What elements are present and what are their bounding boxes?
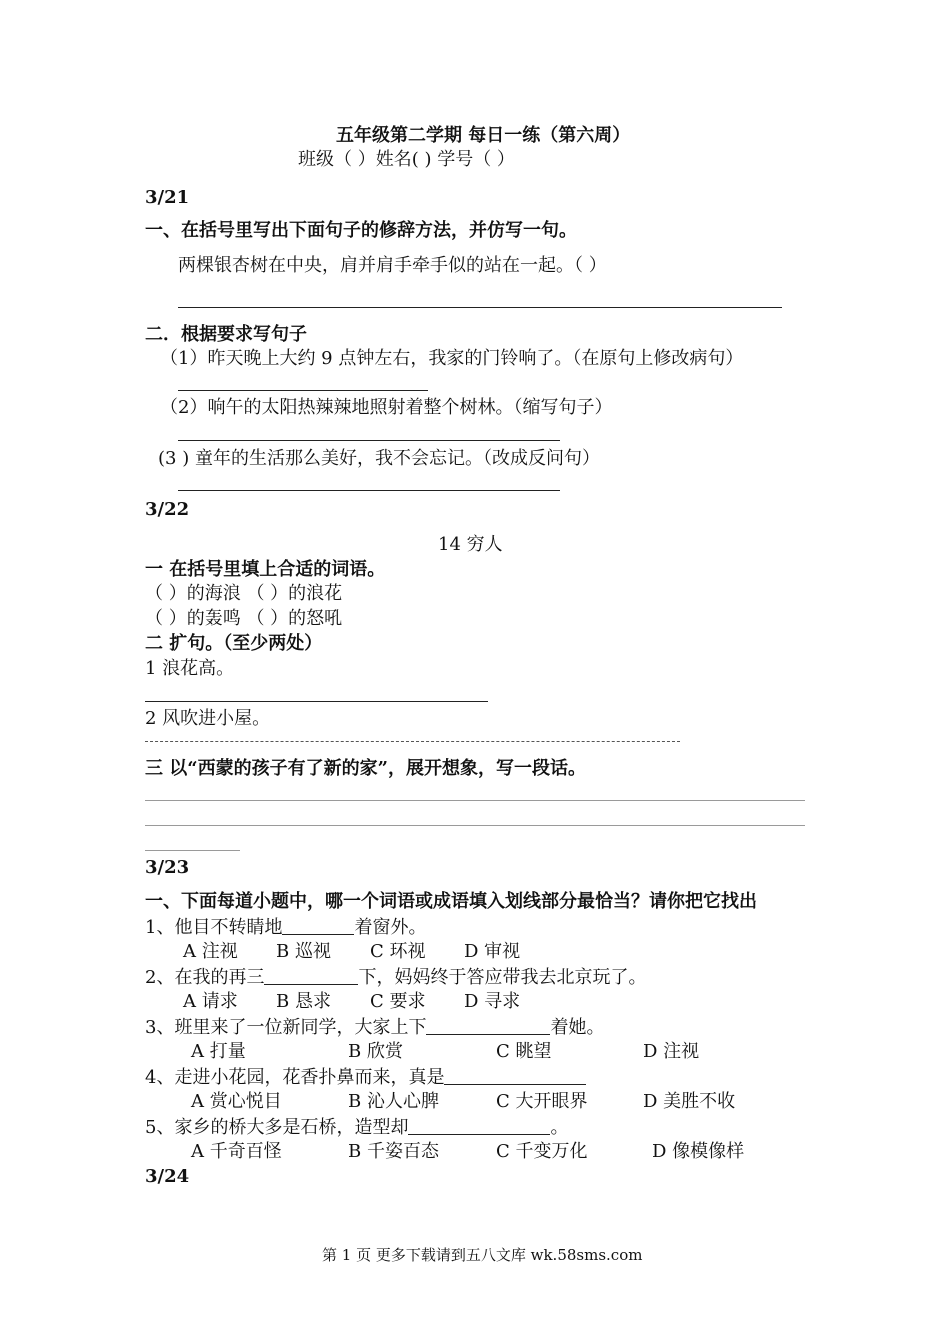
page-title: 五年级第二学期 每日一练（第六周） <box>336 125 631 146</box>
choice-option[interactable]: B 恳求 <box>276 991 331 1012</box>
date-3-21: 3/21 <box>145 187 190 208</box>
choice-option[interactable]: B 欣赏 <box>348 1041 403 1062</box>
choice-question-4: 4、走进小花园，花香扑鼻而来，真是 <box>145 1068 586 1087</box>
section-expand-heading: 二 扩句。（至少两处） <box>145 633 323 654</box>
answer-line[interactable] <box>145 701 488 702</box>
answer-line[interactable] <box>178 390 428 391</box>
choice-question-2: 2、在我的再三 下，妈妈终于答应带我去北京玩了。 <box>145 967 647 988</box>
writing-line[interactable] <box>145 825 805 826</box>
expand-item-2: 2 风吹进小屋。 <box>145 708 271 729</box>
date-3-24: 3/24 <box>145 1166 190 1187</box>
student-info-line: 班级（ ）姓名( ) 学号（ ） <box>298 149 515 170</box>
choice-option[interactable]: C 要求 <box>370 991 426 1012</box>
sentence-item-2: （2）响午的太阳热辣辣地照射着整个树林。（缩写句子） <box>160 397 613 418</box>
fill-blank[interactable] <box>426 1018 550 1035</box>
section-rhetoric-heading: 一、在括号里写出下面句子的修辞方法，并仿写一句。 <box>145 220 577 241</box>
choice-option[interactable]: D 像模像样 <box>652 1141 745 1162</box>
rhetoric-sentence: 两棵银杏树在中央，肩并肩手牵手似的站在一起。（ ） <box>178 255 607 276</box>
choice-option[interactable]: C 眺望 <box>496 1041 552 1062</box>
section-fill-words-heading: 一 在括号里填上合适的词语。 <box>145 559 386 580</box>
expand-item-1: 1 浪花高。 <box>145 658 235 679</box>
choice-option[interactable]: A 打量 <box>191 1041 246 1062</box>
writing-line[interactable] <box>145 800 805 801</box>
choice-option[interactable]: A 请求 <box>183 991 238 1012</box>
choice-option[interactable]: B 千姿百态 <box>348 1141 439 1162</box>
lesson-title: 14 穷人 <box>438 534 503 555</box>
choice-option[interactable]: D 审视 <box>464 941 521 962</box>
answer-line[interactable] <box>178 307 782 308</box>
date-3-23: 3/23 <box>145 857 190 878</box>
choice-option[interactable]: C 环视 <box>370 941 426 962</box>
section-sentences-heading: 二．根据要求写句子 <box>145 324 307 345</box>
sentence-item-3: (3 ) 童年的生活那么美好，我不会忘记。（改成反问句） <box>158 448 600 469</box>
choice-option[interactable]: C 大开眼界 <box>496 1091 588 1112</box>
fill-blank[interactable] <box>264 968 358 985</box>
fill-words-row-2: （ ）的轰鸣 （ ）的怒吼 <box>145 608 343 629</box>
choice-option[interactable]: D 注视 <box>643 1041 700 1062</box>
section-writing-heading: 三 以“西蒙的孩子有了新的家”，展开想象，写一段话。 <box>145 758 586 779</box>
section-choice-heading: 一、下面每道小题中，哪一个词语或成语填入划线部分最恰当？请你把它找出 <box>145 891 757 912</box>
choice-option[interactable]: B 沁人心脾 <box>348 1091 439 1112</box>
choice-question-3: 3、班里来了一位新同学，大家上下 着她。 <box>145 1017 605 1038</box>
answer-line[interactable] <box>178 440 560 441</box>
answer-line[interactable] <box>178 490 560 491</box>
choice-option[interactable]: A 赏心悦目 <box>191 1091 282 1112</box>
page-footer: 第 1 页 更多下载请到五八文库 wk.58sms.com <box>322 1246 643 1264</box>
date-3-22: 3/22 <box>145 499 190 520</box>
choice-option[interactable]: C 千变万化 <box>496 1141 588 1162</box>
choice-option[interactable]: D 美胜不收 <box>643 1091 736 1112</box>
fill-blank[interactable] <box>282 918 354 935</box>
choice-question-5: 5、家乡的桥大多是石桥，造型却 。 <box>145 1117 569 1138</box>
choice-option[interactable]: D 寻求 <box>464 991 521 1012</box>
choice-option[interactable]: A 千奇百怪 <box>191 1141 282 1162</box>
answer-line[interactable] <box>145 741 680 742</box>
fill-words-row-1: （ ）的海浪 （ ）的浪花 <box>145 583 343 604</box>
fill-blank[interactable] <box>408 1118 550 1135</box>
choice-question-1: 1、他目不转睛地 着窗外。 <box>145 917 427 938</box>
choice-option[interactable]: A 注视 <box>183 941 238 962</box>
fill-blank[interactable] <box>444 1068 586 1085</box>
choice-option[interactable]: B 巡视 <box>276 941 331 962</box>
writing-line[interactable] <box>145 850 240 851</box>
sentence-item-1: （1）昨天晚上大约 9 点钟左右，我家的门铃响了。（在原句上修改病句） <box>160 348 744 369</box>
